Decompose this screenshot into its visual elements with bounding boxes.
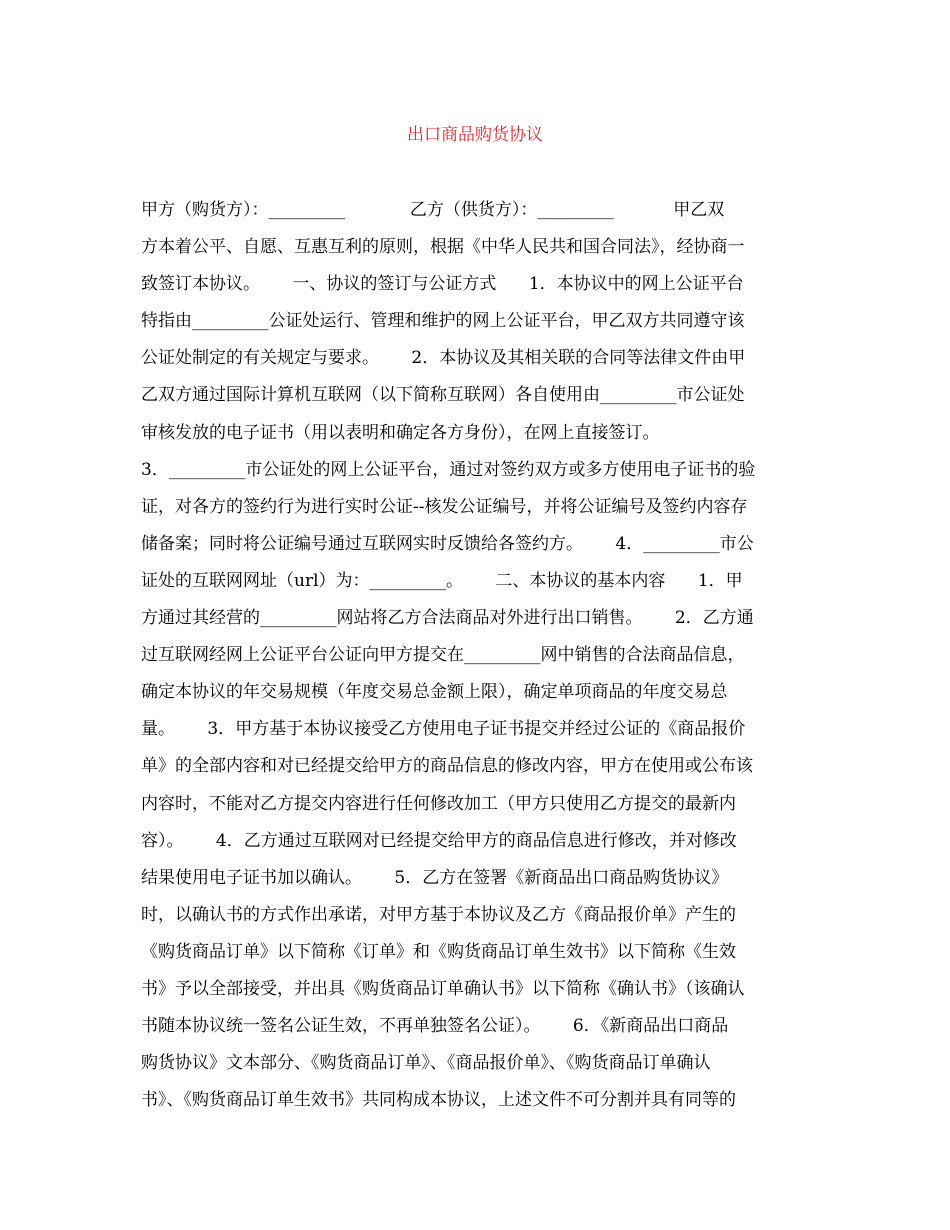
body-text-line: 书》、《购货商品订单生效书》共同构成本协议，上述文件不可分割并具有同等的 [141,1090,736,1111]
body-text-line: 方通过其经营的_________网站将乙方合法商品对外进行出口销售。 2．乙方通 [141,608,754,629]
body-text-line: 时，以确认书的方式作出承诺，对甲方基于本协议及乙方《商品报价单》产生的 [141,904,736,925]
document-title: 出口商品购货协议 [407,125,543,145]
body-text-line: 书随本协议统一签名公证生效，不再单独签名公证）。 6．《新商品出口商品 [141,1016,729,1037]
body-text-line: 公证处制定的有关规定与要求。 2．本协议及其相关联的合同等法律文件由甲 [141,348,746,369]
body-text-line: 购货协议》文本部分、《购货商品订单》、《商品报价单》、《购货商品订单确认 [141,1053,711,1074]
body-text-line: 储备案；同时将公证编号通过互联网实时反馈给各签约方。 4．_________市公 [141,533,754,554]
body-text-line: 甲方（购货方）：_________ 乙方（供货方）：_________ 甲乙双 [141,200,725,220]
body-text-line: 单》的全部内容和对已经提交给甲方的商品信息的修改内容，甲方在使用或公布该 [141,756,753,777]
document-body [141,192,831,1119]
body-text-line: 证，对各方的签约行为进行实时公证--核发公证编号，并将公证编号及签约内容存 [141,496,748,517]
body-text-line: 审核发放的电子证书（用以表明和确定各方身份），在网上直接签订。 [141,422,660,443]
body-text-line: 乙双方通过国际计算机互联网（以下简称互联网）各自使用由_________市公证处 [141,385,745,406]
body-text-line: 容）。 4．乙方通过互联网对已经提交给甲方的商品信息进行修改，并对修改 [141,830,737,851]
body-text-line: 内容时，不能对乙方提交内容进行任何修改加工（甲方只使用乙方提交的最新内 [141,793,736,814]
body-text-line: 致签订本协议。 一、协议的签订与公证方式 1．本协议中的网上公证平台 [141,274,744,295]
body-text-line: 量。 3．甲方基于本协议接受乙方使用电子证书提交并经过公证的《商品报价 [141,719,746,740]
body-text-line: 特指由_________公证处运行、管理和维护的网上公证平台，甲乙双方共同遵守该 [141,311,745,332]
body-text-line: 3．_________市公证处的网上公证平台，通过对签约双方或多方使用电子证书的验 [141,459,756,480]
body-text-line: 书》予以全部接受，并出具《购货商品订单确认书》以下简称《确认书》（该确认 [141,978,745,999]
body-text-line: 确定本协议的年交易规模（年度交易总金额上限），确定单项商品的年度交易总 [141,682,728,703]
body-text-line: 结果使用电子证书加以确认。 5．乙方在签署《新商品出口商品购货协议》 [141,867,729,888]
body-text-line: 过互联网经网上公证平台公证向甲方提交在_________网中销售的合法商品信息， [141,645,745,666]
body-text-line: 证处的互联网网址（url）为：_________。 二、本协议的基本内容 1．甲 [141,570,743,591]
body-text-line: 方本着公平、自愿、互惠互利的原则，根据《中华人民共和国合同法》，经协商一 [141,237,745,258]
body-text-line: 《购货商品订单》以下简称《订单》和《购货商品订单生效书》以下简称《生效 [141,941,736,962]
